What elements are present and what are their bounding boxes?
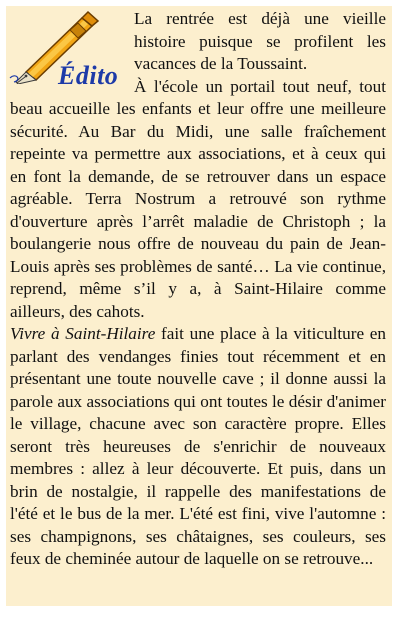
edito-header: [6, 6, 126, 96]
paragraph-intro: La rentrée est déjà une vieille histoire puisque se profilent les vacances de la Toussaint.: [134, 9, 386, 73]
paragraph-magazine: [10, 323, 386, 571]
edito-box: [6, 6, 392, 606]
paragraph-magazine-body: fait une place à la viticulture en parlant des vendanges finies tout récemment et en présentant une toute nouvelle cave ; il donne aussi la parole aux associations qui ont toutes le désir d'animer le village, chacune avec son caractère propre. Elles seront très heureuses de s'enrichir de nouveaux membres : allez à leur découverte. Et puis, dans un brin de nostalgie, il rappelle des manifestations de l'été et le bus de la mer. L'été est fini, vive l'automne : ses champignons, ses châtaignes, ses couleurs, ses feux de cheminée autour de laquelle on se retrouve...: [10, 324, 386, 568]
edito-heading: Édito: [58, 61, 119, 90]
paragraph-news: À l'école un portail tout neuf, tout beau accueille les enfants et leur offre une meilleure sécurité. Au Bar du Midi, une salle fraîchement repeinte va permettre aux associations, et à ceux qui en font la demande, de se retrouver dans un espace agréable. Terra Nostrum a retrouvé son rythme d'ouverture après l’arrêt maladie de Christoph ; la boulangerie nous offre de nouveau du pain de Jean-Louis après ses problèmes de santé… La vie continue, reprend, même s’il y a, à Saint-Hilaire comme ailleurs, des cahots.: [10, 76, 386, 321]
magazine-title: Vivre à Saint-Hilaire: [10, 324, 156, 343]
